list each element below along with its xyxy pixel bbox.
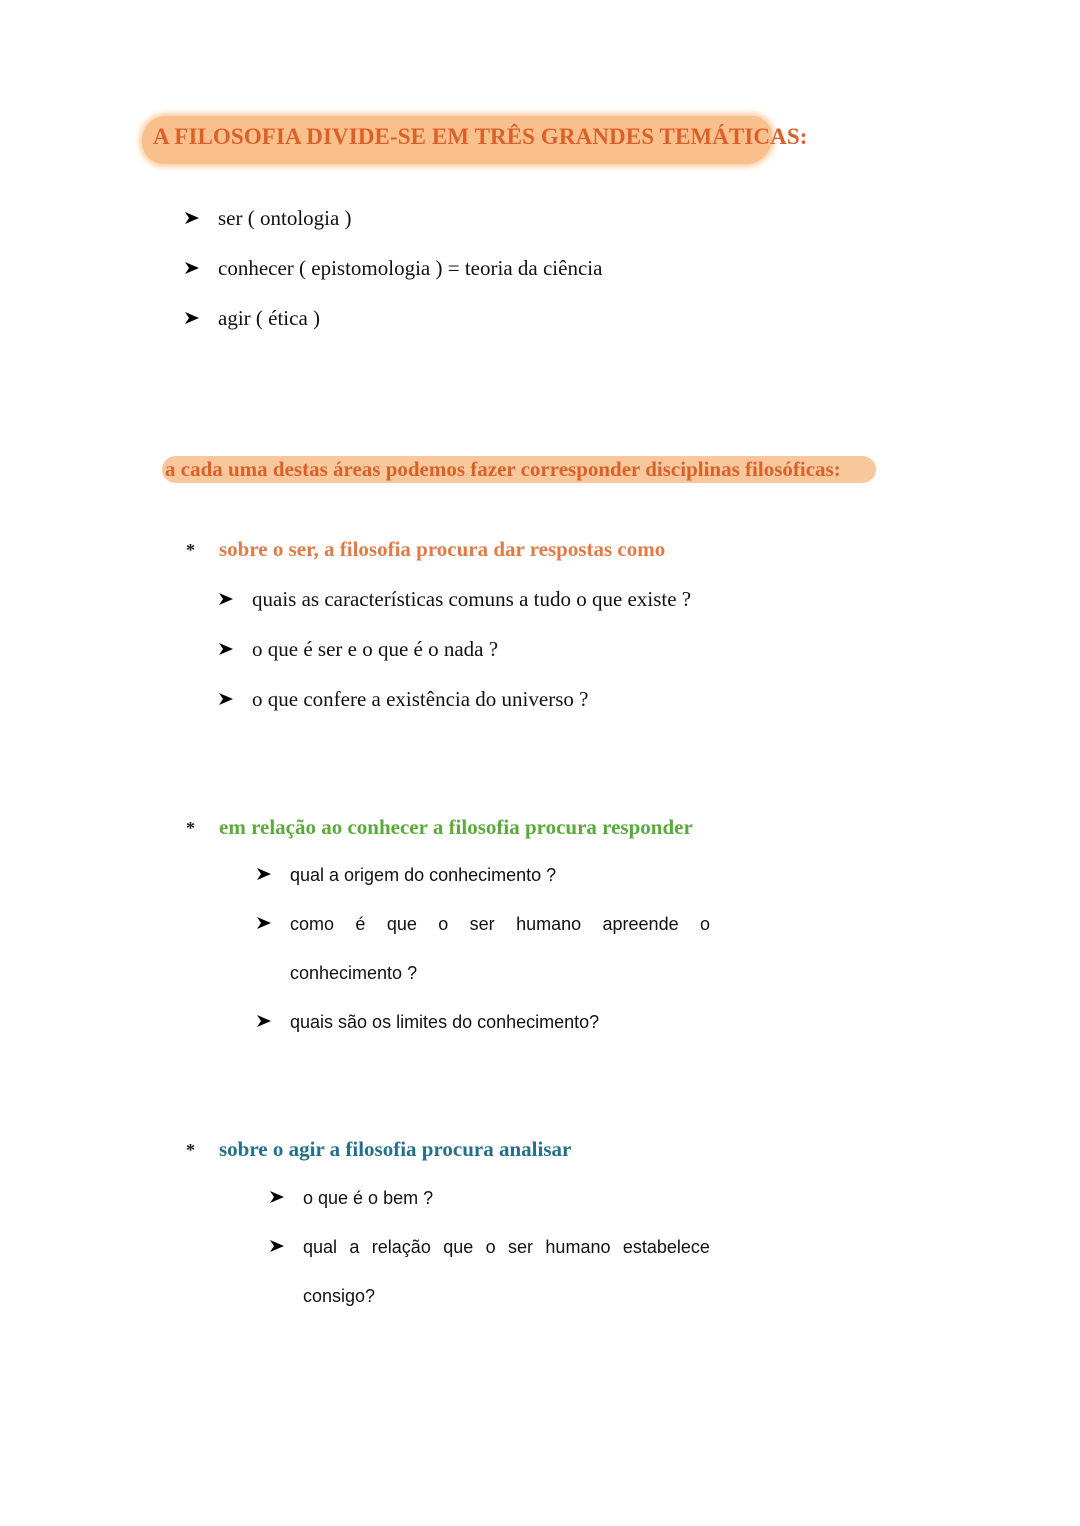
word: qual — [303, 1237, 338, 1257]
asterisk-icon: * — [186, 1140, 195, 1160]
question-text-line-2 — [303, 1286, 375, 1307]
word: ser — [508, 1237, 534, 1257]
question-text-line-2 — [290, 963, 417, 984]
theme-item — [184, 256, 602, 281]
theme-text: agir ( ética ) — [218, 306, 321, 330]
section-heading-agir: sobre o agir a filosofia procura analisar — [219, 1137, 572, 1161]
question-text: qual a origem do conhecimento ? — [290, 865, 557, 885]
word: apreende — [602, 914, 679, 934]
question-item — [218, 587, 691, 612]
theme-text: conhecer ( epistomologia ) = teoria da ciência — [218, 256, 603, 280]
theme-item — [184, 206, 352, 231]
arrowhead-bullet-icon — [218, 592, 252, 606]
theme-text: ser ( ontologia ) — [218, 206, 352, 230]
subtitle: a cada uma destas áreas podemos fazer corresponder disciplinas filosóficas: — [165, 457, 841, 481]
arrowhead-bullet-icon — [256, 867, 290, 881]
arrowhead-bullet-icon — [218, 692, 252, 706]
word: humano — [545, 1237, 611, 1257]
word: é — [355, 914, 366, 934]
word: a — [349, 1237, 360, 1257]
asterisk-icon: * — [186, 540, 195, 560]
question-text: conhecimento ? — [290, 963, 418, 983]
arrowhead-bullet-icon — [184, 211, 218, 225]
arrowhead-bullet-icon — [269, 1239, 303, 1253]
question-text: consigo? — [303, 1286, 376, 1306]
page-title: A FILOSOFIA DIVIDE-SE EM TRÊS GRANDES TEMÁTICAS: — [153, 124, 808, 149]
question-text: o que é o bem ? — [303, 1188, 434, 1208]
asterisk-icon: * — [186, 818, 195, 838]
question-text: quais as características comuns a tudo o que existe ? — [252, 587, 692, 611]
arrowhead-bullet-icon — [256, 916, 290, 930]
arrowhead-bullet-icon — [256, 1014, 290, 1028]
question-text: quais são os limites do conhecimento? — [290, 1012, 600, 1032]
word: que — [443, 1237, 474, 1257]
question-item — [256, 1012, 599, 1033]
question-item — [269, 1237, 710, 1258]
question-item — [269, 1188, 433, 1209]
word: o — [699, 914, 710, 934]
word: ser — [469, 914, 495, 934]
theme-item — [184, 306, 320, 331]
question-text-line-1 — [290, 914, 710, 935]
word: como — [290, 914, 335, 934]
question-item — [256, 914, 710, 935]
question-text-line-1 — [303, 1237, 710, 1258]
word: o — [438, 914, 449, 934]
question-text: o que é ser e o que é o nada ? — [252, 637, 499, 661]
word: o — [485, 1237, 496, 1257]
word: estabelece — [622, 1237, 710, 1257]
word: que — [386, 914, 417, 934]
word: humano — [516, 914, 582, 934]
question-item — [218, 687, 588, 712]
question-item — [218, 637, 498, 662]
question-item — [256, 865, 556, 886]
arrowhead-bullet-icon — [218, 642, 252, 656]
arrowhead-bullet-icon — [269, 1190, 303, 1204]
question-text: o que confere a existência do universo ? — [252, 687, 589, 711]
section-heading-conhecer: em relação ao conhecer a filosofia procura responder — [219, 815, 693, 839]
section-heading-ser: sobre o ser, a filosofia procura dar respostas como — [219, 537, 666, 561]
word: relação — [371, 1237, 431, 1257]
arrowhead-bullet-icon — [184, 261, 218, 275]
arrowhead-bullet-icon — [184, 311, 218, 325]
